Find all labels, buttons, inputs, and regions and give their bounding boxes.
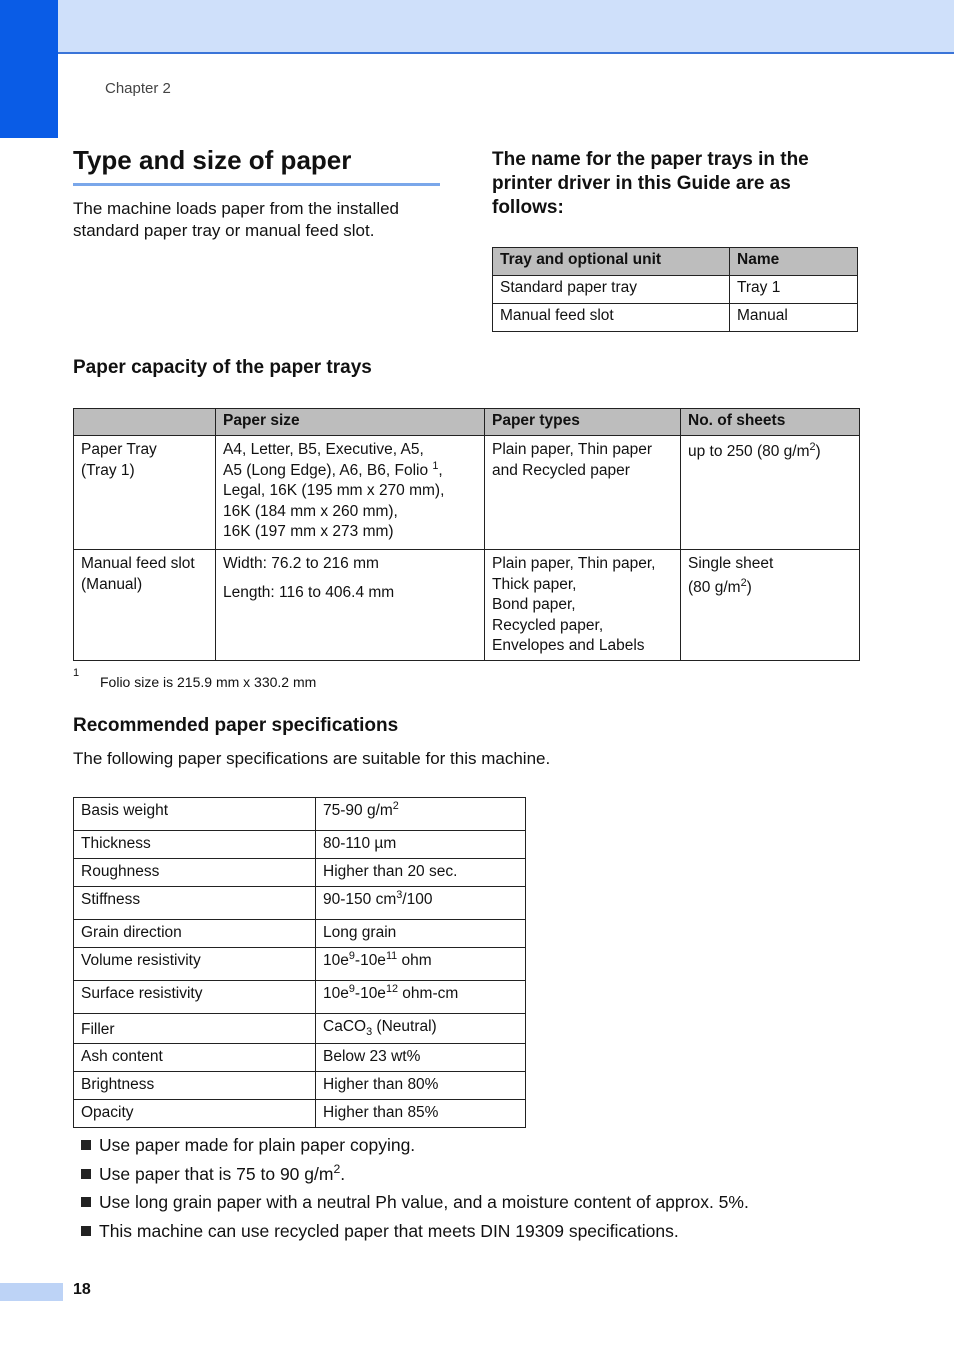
paper-type-line: Bond paper, [492,596,576,613]
text-span: /100 [402,891,433,908]
text-span: -10e [354,985,386,1002]
text-span: 10e [323,952,349,969]
paper-size-line: A4, Letter, B5, Executive, A5, [223,441,424,458]
spec-label: Surface resistivity [74,981,316,1014]
page-number-tab [0,1283,63,1301]
table-cell: Standard paper tray [493,276,730,304]
spec-value [316,981,526,1014]
table-cell [485,550,681,661]
table-row [493,304,858,332]
superscript: 9 [348,982,355,995]
capacity-table [73,408,860,661]
spec-label: Brightness [74,1072,316,1100]
table-row [74,981,526,1014]
paper-type-line: Thick paper, [492,575,577,593]
spec-value: Higher than 85% [316,1100,526,1128]
table-cell [681,436,860,550]
spec-value [316,948,526,981]
text-span: 90-150 cm [323,891,397,908]
table-cell [74,436,216,550]
capacity-heading: Paper capacity of the paper trays [73,357,372,378]
chapter-side-tab [0,0,58,138]
tray-name: Manual feed slot [81,555,195,572]
sheet-count: Single sheet [688,555,774,572]
page-number: 18 [73,1281,91,1298]
text-span: ohm [397,952,432,969]
section-intro: The machine loads paper from the installed standard paper tray or manual feed slot. [73,199,400,240]
text-span: 10e [323,985,349,1002]
list-item [73,1192,873,1221]
chapter-label: Chapter 2 [105,80,171,97]
table-row [74,859,526,887]
specs-intro: The following paper specifications are suitable for this machine. [73,749,551,768]
text-span: up to 250 (80 g/m [688,443,810,460]
table-cell [681,550,860,661]
spec-label: Grain direction [74,920,316,948]
table-cell [216,436,485,550]
paper-length: Length: 116 to 406.4 mm [223,583,395,601]
table-row [74,920,526,948]
text-span: -10e [354,952,386,969]
spec-value: Below 23 wt% [316,1044,526,1072]
spec-label: Roughness [74,859,316,887]
table-header-row [74,409,860,436]
table-cell [485,436,681,550]
column-header: No. of sheets [681,409,860,436]
footnote-ref: 1 [432,459,439,472]
superscript: 2 [333,1161,341,1176]
table-row [74,831,526,859]
text-span: A5 (Long Edge), A6, B6, Folio [223,461,429,479]
square-bullet-icon [81,1140,91,1150]
sheet-weight [688,578,852,599]
spec-value: Long grain [316,920,526,948]
text-span: (Neutral) [372,1018,437,1035]
table-row [74,798,526,831]
header-bar [0,0,954,54]
spec-label: Basis weight [74,798,316,831]
spec-value: Higher than 20 sec. [316,859,526,887]
table-row [74,1072,526,1100]
tray-name: Paper Tray [81,441,157,458]
specs-table [73,797,526,1128]
footnote-text: Folio size is 215.9 mm x 330.2 mm [100,674,317,690]
column-header: Paper types [485,409,681,436]
tray-id: (Tray 1) [81,461,135,479]
bullet-list [73,1135,873,1249]
spec-value: 80-110 µm [316,831,526,859]
spec-label: Opacity [74,1100,316,1128]
list-item [73,1161,873,1193]
text-span: . [340,1163,346,1184]
column-header: Tray and optional unit [493,248,730,276]
text-span: CaCO [323,1018,367,1035]
text-span: Use paper made for plain paper copying. [99,1135,416,1155]
specs-heading: Recommended paper specifications [73,715,399,736]
paper-type-line: Recycled paper, [492,616,604,634]
text-span: Use paper that is 75 to 90 g/m [99,1163,334,1184]
spec-label: Ash content [74,1044,316,1072]
table-row [74,887,526,920]
tray-names-table [492,247,858,332]
spec-value [316,887,526,920]
paper-type-line: Plain paper, Thin paper [492,441,652,458]
paper-type-line: and Recycled paper [492,461,630,479]
text-span: (80 g/m [688,578,741,596]
paper-size-line: 16K (197 mm x 273 mm) [223,523,394,540]
list-item [73,1135,873,1164]
column-header: Paper size [216,409,485,436]
superscript: 11 [385,949,398,962]
table-row [493,276,858,304]
spec-label: Thickness [74,831,316,859]
superscript: 12 [385,982,398,995]
tray-names-heading: The name for the paper trays in the printer driver in this Guide are as follows: [492,149,809,218]
table-row [74,436,860,550]
table-row [74,1014,526,1044]
square-bullet-icon [81,1169,91,1179]
text-span: , [438,461,443,479]
paper-size-line [223,461,477,482]
subscript: 3 [366,1026,373,1039]
table-row [74,550,860,661]
paper-type-line: Plain paper, Thin paper, [492,555,656,572]
table-row [74,948,526,981]
square-bullet-icon [81,1197,91,1207]
paper-size-line: 16K (184 mm x 260 mm), [223,502,398,520]
square-bullet-icon [81,1226,91,1236]
footnote-mark: 1 [73,667,80,679]
table-cell: Manual feed slot [493,304,730,332]
spec-label: Stiffness [74,887,316,920]
superscript: 2 [740,576,747,589]
table-header-row [493,248,858,276]
text-span: ) [815,443,821,460]
superscript: 3 [396,888,403,901]
superscript: 2 [809,440,816,453]
section-title: Type and size of paper [73,145,440,186]
spec-label: Filler [74,1014,316,1044]
table-row [74,1100,526,1128]
spec-value: Higher than 80% [316,1072,526,1100]
table-cell: Manual [730,304,858,332]
table-cell: Tray 1 [730,276,858,304]
spec-value [316,798,526,831]
paper-width: Width: 76.2 to 216 mm [223,555,379,572]
column-header: Name [730,248,858,276]
list-item [73,1221,873,1250]
superscript: 2 [392,799,399,812]
text-span: This machine can use recycled paper that meets DIN 19309 specifications. [99,1220,679,1241]
spec-label: Volume resistivity [74,948,316,981]
column-header [74,409,216,436]
table-cell [74,550,216,661]
tray-id: (Manual) [81,575,143,593]
superscript: 9 [348,949,355,962]
text-span: ohm-cm [398,985,459,1002]
table-row [74,1044,526,1072]
text-span: Use long grain paper with a neutral Ph value, and a moisture content of approx. 5%. [99,1192,749,1212]
spec-value [316,1014,526,1044]
sheet-count [688,442,852,463]
table-cell [216,550,485,661]
paper-type-line: Envelopes and Labels [492,637,645,654]
text-span: ) [746,578,752,596]
text-span: 75-90 g/m [323,802,393,819]
paper-size-line: Legal, 16K (195 mm x 270 mm), [223,482,445,499]
